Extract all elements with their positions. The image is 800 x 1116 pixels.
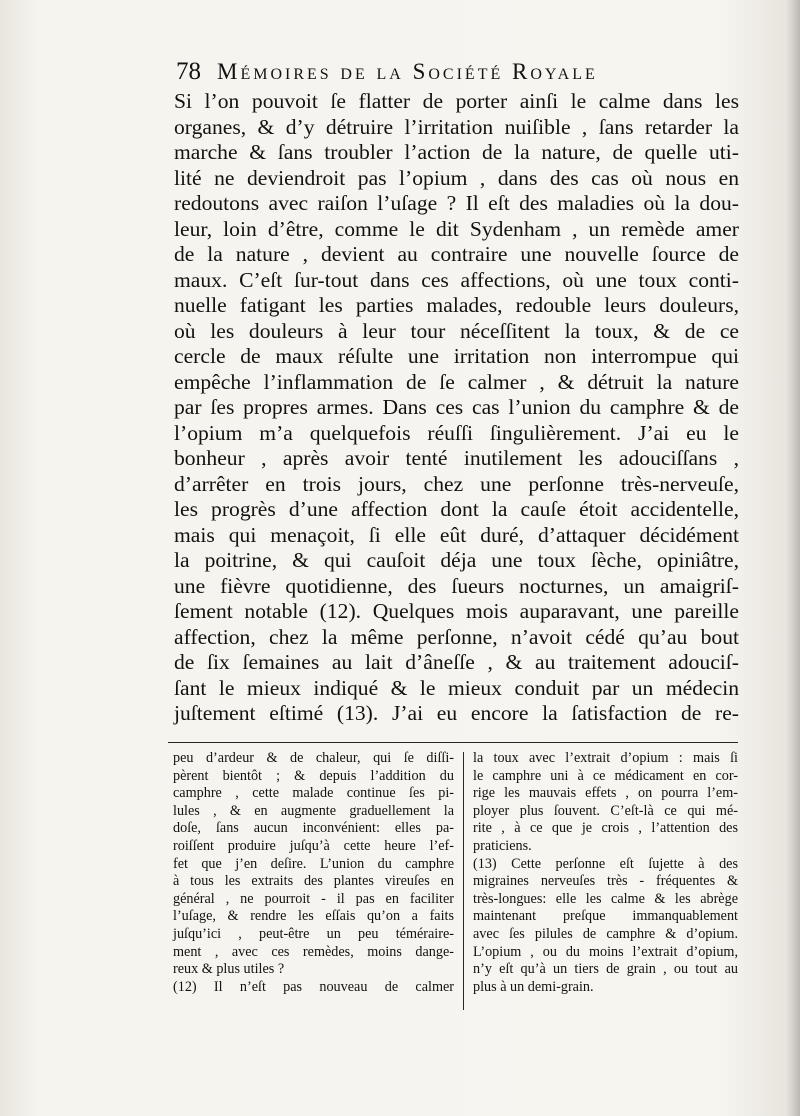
footnote-line: migraines nerveuſes très - fréquentes & (473, 873, 738, 890)
footnote-line: ment , avec ces remèdes, moins dange- (173, 943, 454, 960)
footnotes-right-column (473, 750, 738, 996)
text-line: redoutons avec raiſon l’uſage ? Il eſt des maladies où la dou- (174, 191, 739, 215)
text-line: où les douleurs à leur tour néceſſitent la toux, & de ce (174, 318, 739, 343)
footnotes-left-column (173, 750, 454, 996)
footnote-line: plus à un demi-grain. (473, 978, 594, 995)
footnote-line: fet que j’en deſire. L’union du camphre (173, 855, 454, 872)
text-line: Si l’on pouvoit ſe flatter de porter ainſi le calme dans les (174, 89, 739, 113)
footnote-line: juſqu’ici , peut-être un peu téméraire- (173, 925, 454, 942)
text-line: empêche l’inflammation de ſe calmer , & détruit la nature (174, 369, 739, 394)
text-line: maux. C’eſt ſur-tout dans ces affections, où une toux conti- (174, 267, 739, 292)
footnote-line: rige les mauvais effets , on pourra l’em- (473, 785, 738, 802)
text-line: ſement notable (12). Quelques mois auparavant, une pareille (174, 599, 739, 623)
footnote-line: peu d’ardeur & de chaleur, qui ſe diſſi- (173, 750, 454, 766)
text-line: les progrès d’une affection dont la cauſe étoit accidentelle, (174, 497, 739, 521)
footnote-line: l’uſage, & rendre les eſſais qu’on a faits (173, 908, 454, 925)
page-edge-shadow (786, 0, 800, 1116)
page-header (176, 58, 736, 92)
text-line: bonheur , après avoir tenté inutilement les adouciſſans , (174, 446, 739, 470)
footnote-line: n’y eſt qu’à un tiers de grain , ou tout au (473, 961, 738, 978)
footnote-line: avec ſes pilules de camphre & d’opium. (473, 925, 738, 942)
running-head: Mémoires de la Société Royale (217, 59, 598, 84)
footnote-line: très-longues: elle les calme & les abrège (473, 890, 738, 907)
text-line: marche & ſans troubler l’action de la nature, de quelle uti- (174, 140, 739, 164)
text-line: leur, loin d’être, comme le dit Sydenham , un remède amer (174, 216, 739, 241)
text-line: de ſix ſemaines au lait d’âneſſe , & au traitement adouciſ- (174, 650, 739, 674)
footnote-line: ployer plus ſouvent. C’eſt-là ce qui mé- (473, 802, 738, 819)
text-line: cercle de maux réſulte une irritation non interrompue qui (174, 344, 739, 368)
text-line: lité ne deviendroit pas l’opium , dans des cas où nous en (174, 165, 739, 190)
footnote-separator-rule (168, 742, 738, 743)
text-line: mais qui menaçoit, ſi elle eût duré, d’attaquer décidément (174, 522, 739, 547)
footnote-line: maintenant preſque immanquablement (473, 908, 738, 925)
text-line: affection, chez la même perſonne, n’avoit cédé qu’au bout (174, 624, 739, 649)
footnote-line: lules , & en augmente graduellement la (173, 802, 454, 819)
footnote-line: praticiens. (473, 837, 532, 854)
footnote-line: doſe, ſans aucun inconvénient: elles pa- (173, 820, 454, 837)
text-line: juſtement eſtimé (13). J’ai eu encore la ſatisfaction de re- (174, 701, 739, 725)
text-line: organes, & d’y détruire l’irritation nuiſible , ſans retarder la (174, 114, 739, 139)
text-line: l’opium m’a quelquefois réuſſi ſingulièrement. J’ai eu le (174, 420, 739, 445)
text-line: par ſes propres armes. Dans ces cas l’union du camphre & de (174, 395, 739, 419)
footnote-line: reux & plus utiles ? (173, 961, 285, 978)
footnote-line: à tous les extraits des plantes vireuſes en (173, 873, 454, 890)
text-line: de la nature , devient au contraire une nouvelle ſource de (174, 242, 739, 266)
footnote-column-divider (463, 752, 464, 1010)
footnote-line: général , ne pourroit - il pas en faciliter (173, 890, 454, 907)
footnote-line: camphre , cette malade continue ſes pi- (173, 785, 454, 802)
main-text-block (174, 89, 739, 727)
footnote-line: (12) Il n’eſt pas nouveau de calmer (173, 978, 454, 995)
text-line: une fièvre quotidienne, des ſueurs nocturnes, un amaigriſ- (174, 573, 739, 598)
footnote-line: (13) Cette perſonne eſt ſujette à des (473, 855, 738, 872)
footnote-line: roiſſent produire juſqu’à cette heure l’ef- (173, 837, 454, 854)
footnote-line: la toux avec l’extrait d’opium : mais ſi (473, 750, 738, 766)
footnote-line: pèrent bientôt ; & depuis l’addition du (173, 767, 454, 784)
footnote-line: L’opium , ou du moins l’extrait d’opium, (473, 943, 738, 960)
page-number: 78 (176, 58, 201, 85)
footnote-line: le camphre uni à ce médicament en cor- (473, 767, 738, 784)
footnote-line: rite , à ce que je crois , l’attention des (473, 820, 738, 837)
text-line: la poitrine, & qui cauſoit déja une toux ſèche, opiniâtre, (174, 548, 739, 572)
text-line: ſant le mieux indiqué & le mieux conduit par un médecin (174, 675, 739, 700)
text-line: d’arrêter en trois jours, chez une perſonne très-nerveuſe, (174, 471, 739, 496)
text-line: nuelle fatigant les parties malades, redouble leurs douleurs, (174, 293, 739, 317)
